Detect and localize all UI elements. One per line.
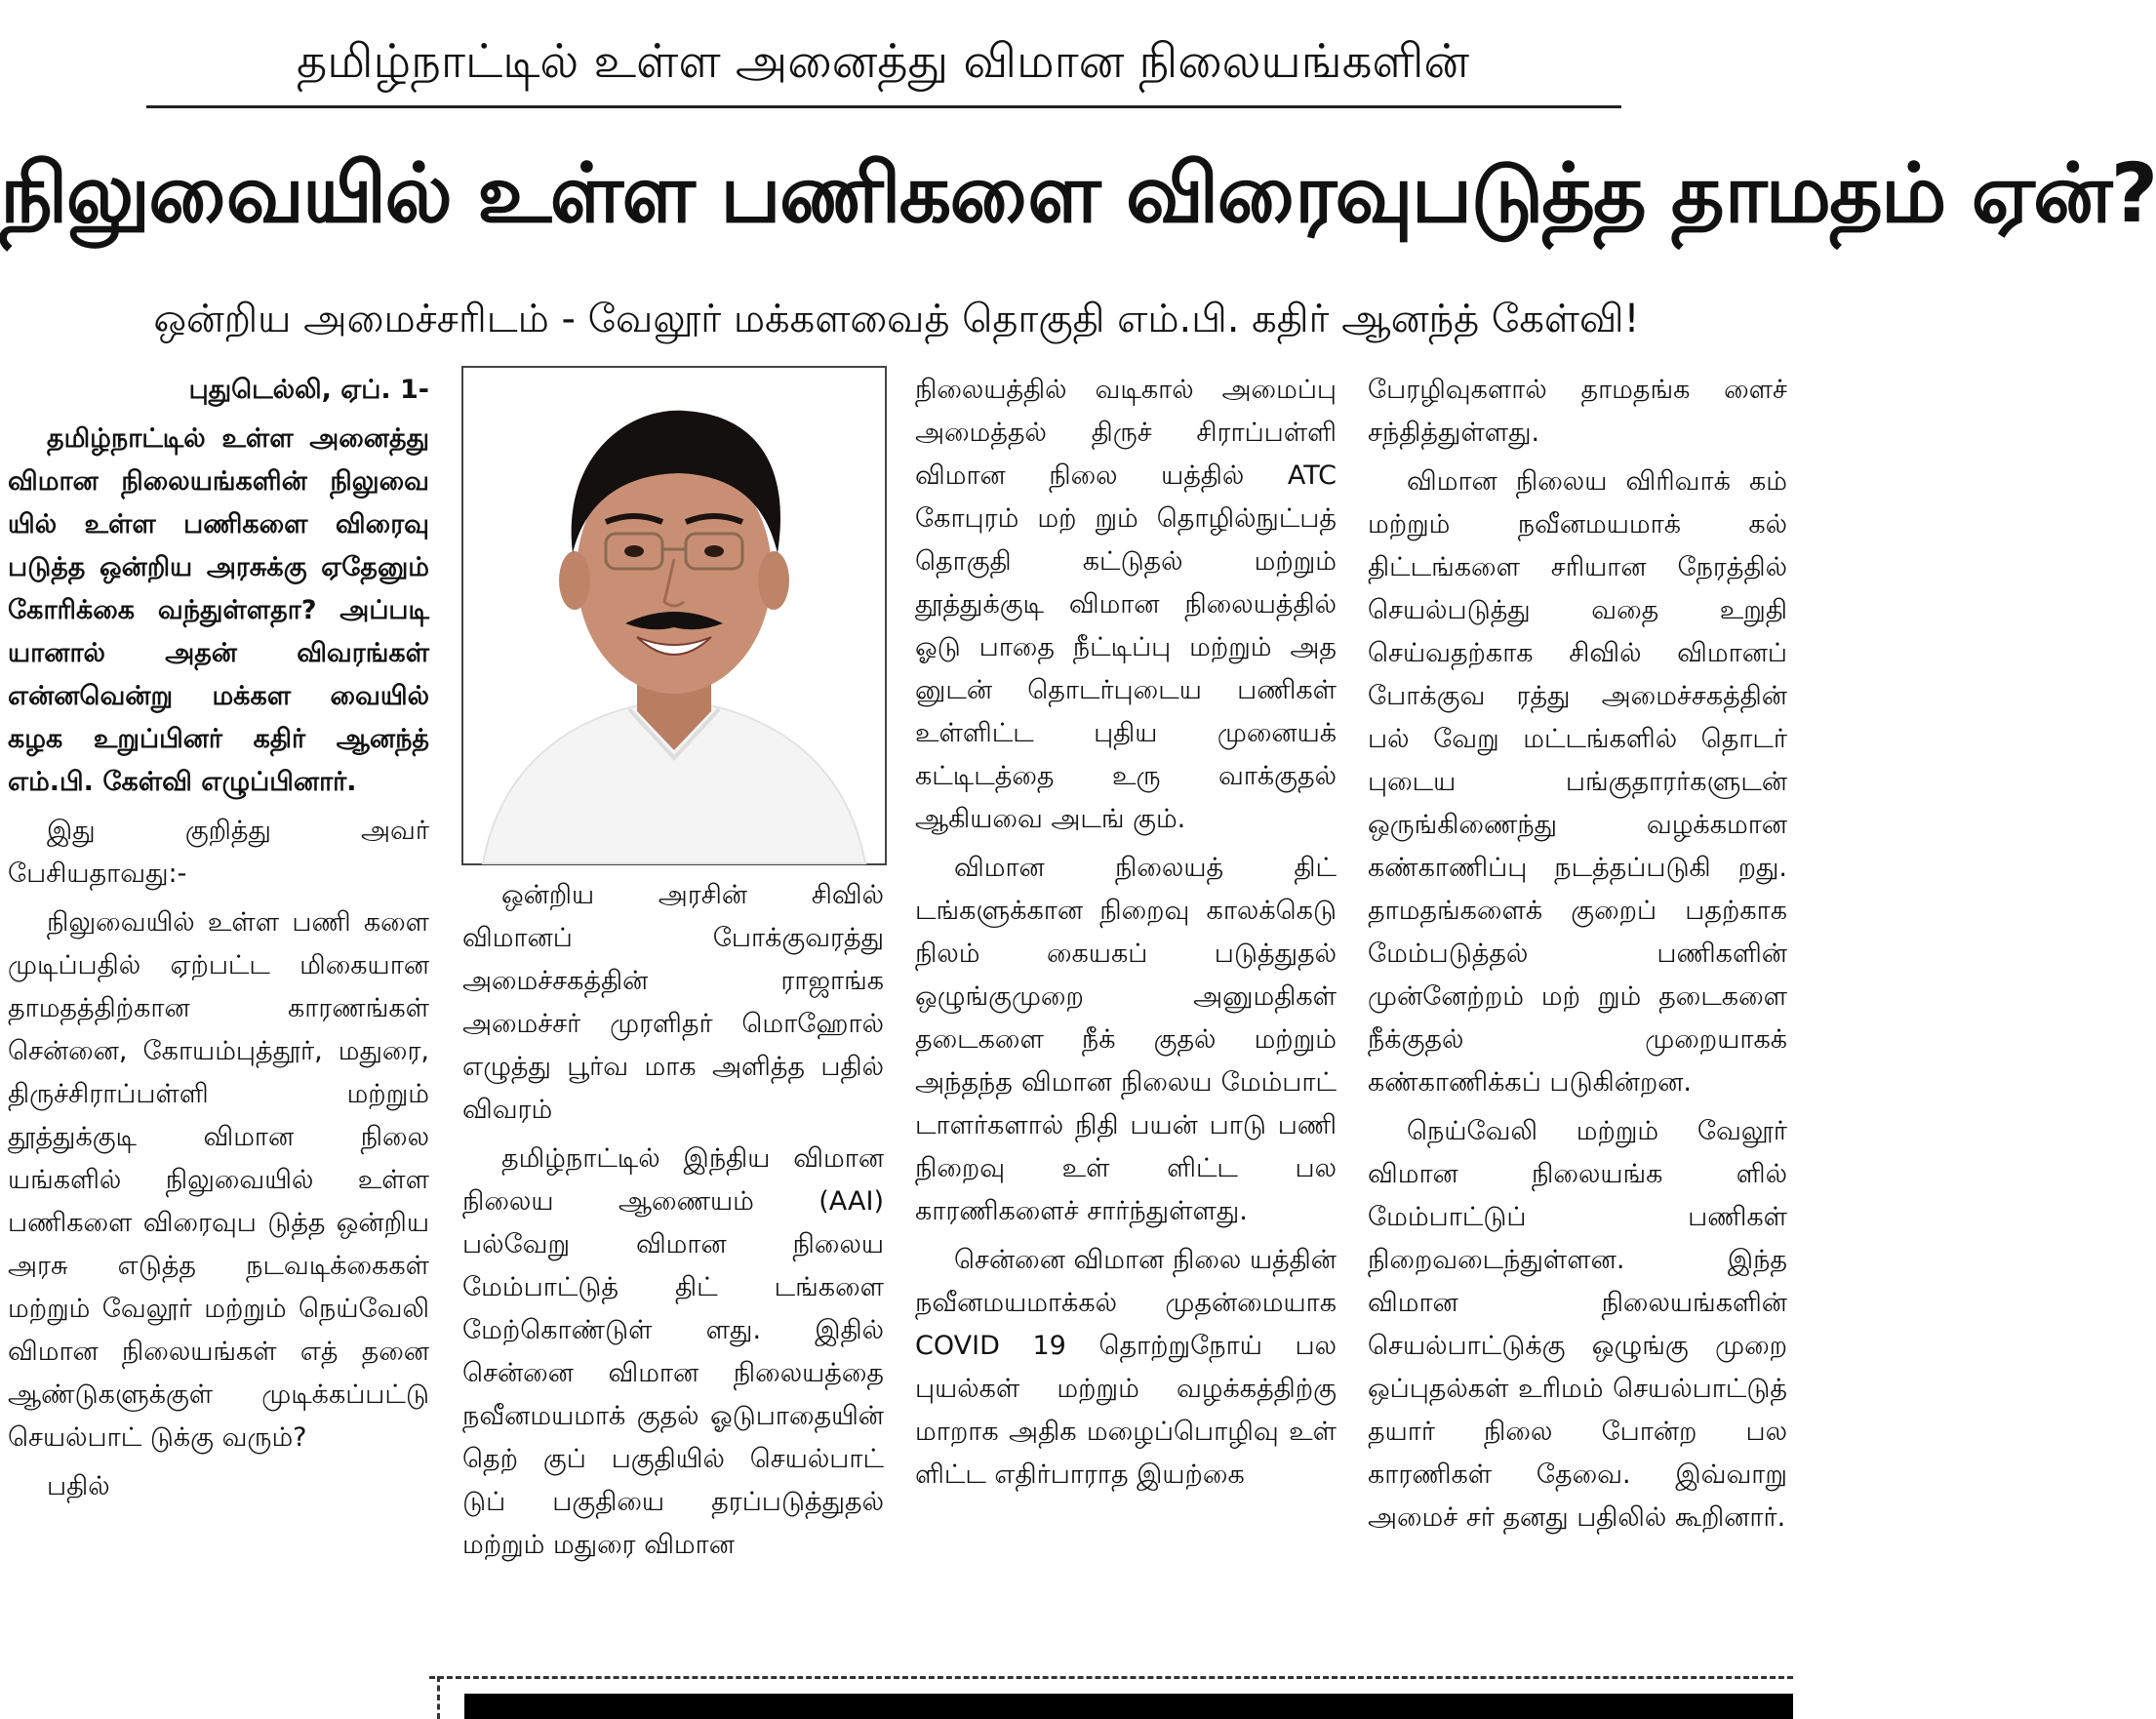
article-column-2: [462, 874, 884, 1655]
right-ear: [758, 551, 789, 610]
dateline: புதுடெல்லி, ஏப். 1-: [188, 375, 429, 405]
portrait-illustration: [463, 368, 885, 863]
paragraph: விமான நிலையத் திட் டங்களுக்கான நிறைவு காலக்கெடு நிலம் கையகப் படுத்துதல் ஒழுங்குமுறை அனுமதிகள் தடைகளை நீக் குதல் மற்றும் அந்தந்த விமான நிலைய மேம்பாட் டாளர்களால் நிதி பயன் பாடு பணி நிறைவு உள் ளிட்ட பல காரணிகளைச் சார்ந்துள்ளது.: [915, 853, 1337, 1226]
lead-paragraph: தமிழ்நாட்டில் உள்ள அனைத்து விமான நிலையங்களின் நிலுவை யில் உள்ள பணிகளை விரைவு படுத்த ஒன்றிய அரசுக்கு ஏதேனும் கோரிக்கை வந்துள்ளதா? அப்படி யானால் அதன் விவரங்கள் என்னவென்று மக்கள வையில் கழக உறுப்பினர் கதிர் ஆனந்த் எம்.பி. கேள்வி எழுப்பினார்.: [8, 423, 429, 797]
paragraph: பேரழிவுகளால் தாமதங்க ளைச் சந்தித்துள்ளது.: [1368, 375, 1787, 448]
paragraph: இது குறித்து அவர் பேசியதாவது:-: [8, 816, 429, 889]
paragraph: ஒன்றிய அரசின் சிவில் விமானப் போக்குவரத்து அமைச்சகத்தின் ராஜாங்க அமைச்சர் முரளிதர் மொஹோல் எழுத்து பூர்வ மாக அளித்த பதில் விவரம்: [462, 880, 884, 1125]
paragraph: சென்னை விமான நிலை யத்தின் நவீனமயமாக்கல் முதன்மையாக COVID 19 தொற்றுநோய் பல புயல்கள் மற்றும் வழக்கத்திற்கு மாறாக அதிக மழைப்பொழிவு உள் ளிட்ட எதிர்பாராத இயற்கை: [915, 1245, 1337, 1490]
left-eye: [624, 545, 644, 557]
paragraph: நிலுவையில் உள்ள பணி களை முடிப்பதில் ஏற்பட்ட மிகையான தாமதத்திற்கான காரணங்கள் சென்னை, கோயம்புத்தூர், மதுரை, திருச்சிராப்பள்ளி மற்றும் தூத்துக்குடி விமான நிலை யங்களில் நிலுவையில் உள்ள பணிகளை விரைவுப டுத்த ஒன்றிய அரசு எடுத்த நடவடிக்கைகள் மற்றும் வேலூர் மற்றும் நெய்வேலி விமான நிலையங்கள் எத் தனை ஆண்டுகளுக்குள் முடிக்கப்பட்டு செயல்பாட் டுக்கு வரும்?: [8, 907, 429, 1453]
main-headline: நிலுவையில் உள்ள பணிகளை விரைவுபடுத்த தாமதம் ஏன்?: [0, 145, 2156, 241]
dashed-border-vertical: [437, 1676, 440, 1719]
left-ear: [559, 551, 590, 610]
paragraph: நெய்வேலி மற்றும் வேலூர் விமான நிலையங்க ளில் மேம்பாட்டுப் பணிகள் நிறைவடைந்துள்ளன. இந்த விமான நிலையங்களின் செயல்பாட்டுக்கு ஒழுங்கு முறை ஒப்புதல்கள் உரிமம் செயல்பாட்டுத் தயார் நிலை போன்ற பல காரணிகள் தேவை. இவ்வாறு அமைச் சர் தனது பதிலில் கூறினார்.: [1368, 1116, 1787, 1533]
article-column-1: [8, 369, 429, 1676]
kicker-rule: [146, 105, 1621, 108]
dashed-border-horizontal: [429, 1676, 1793, 1679]
paragraph: விமான நிலைய விரிவாக் கம் மற்றும் நவீனமயமாக் கல் திட்டங்களை சரியான நேரத்தில் செயல்படுத்து வதை உறுதி செய்வதற்காக சிவில் விமானப் போக்குவ ரத்து அமைச்சகத்தின் பல் வேறு மட்டங்களில் தொடர் புடைய பங்குதாரர்களுடன் ஒருங்கிணைந்து வழக்கமான கண்காணிப்பு நடத்தப்படுகி றது. தாமதங்களைக் குறைப் பதற்காக மேம்படுத்தல் பணிகளின் முன்னேற்றம் மற் றும் தடைகளை நீக்குதல் முறையாகக் கண்காணிக்கப் படுகின்றன.: [1368, 466, 1787, 1098]
paragraph: பதில்: [47, 1471, 110, 1501]
mp-portrait-photo: [461, 366, 887, 865]
paragraph: தமிழ்நாட்டில் இந்திய விமான நிலைய ஆணையம் (AAI) பல்வேறு விமான நிலைய மேம்பாட்டுத் திட் டங்களை மேற்கொண்டுள் ளது. இதில் சென்னை விமான நிலையத்தை நவீனமயமாக் குதல் ஓடுபாதையின் தெற் குப் பகுதியில் செயல்பாட் டுப் பகுதியை தரப்படுத்துதல் மற்றும் மதுரை விமான: [462, 1143, 884, 1560]
sub-headline: ஒன்றிய அமைச்சரிடம் - வேலூர் மக்களவைத் தொகுதி எம்.பி. கதிர் ஆனந்த் கேள்வி!: [153, 297, 1640, 341]
paragraph: நிலையத்தில் வடிகால் அமைப்பு அமைத்தல் திருச் சிராப்பள்ளி விமான நிலை யத்தில் ATC கோபுரம் மற் றும் தொழில்நுட்பத் தொகுதி கட்டுதல் மற்றும் தூத்துக்குடி விமான நிலையத்தில் ஓடு பாதை நீட்டிப்பு மற்றும் அத னுடன் தொடர்புடைய பணிகள் உள்ளிட்ட புதிய முனையக் கட்டிடத்தை உரு வாக்குதல் ஆகியவை அடங் கும்.: [915, 375, 1337, 834]
kicker-headline: தமிழ்நாட்டில் உள்ள அனைத்து விமான நிலையங்களின்: [296, 34, 1470, 89]
right-eye: [704, 545, 724, 557]
black-banner-block: [464, 1694, 1793, 1719]
article-column-4: [1368, 369, 1787, 1647]
article-column-3: [915, 369, 1337, 1676]
